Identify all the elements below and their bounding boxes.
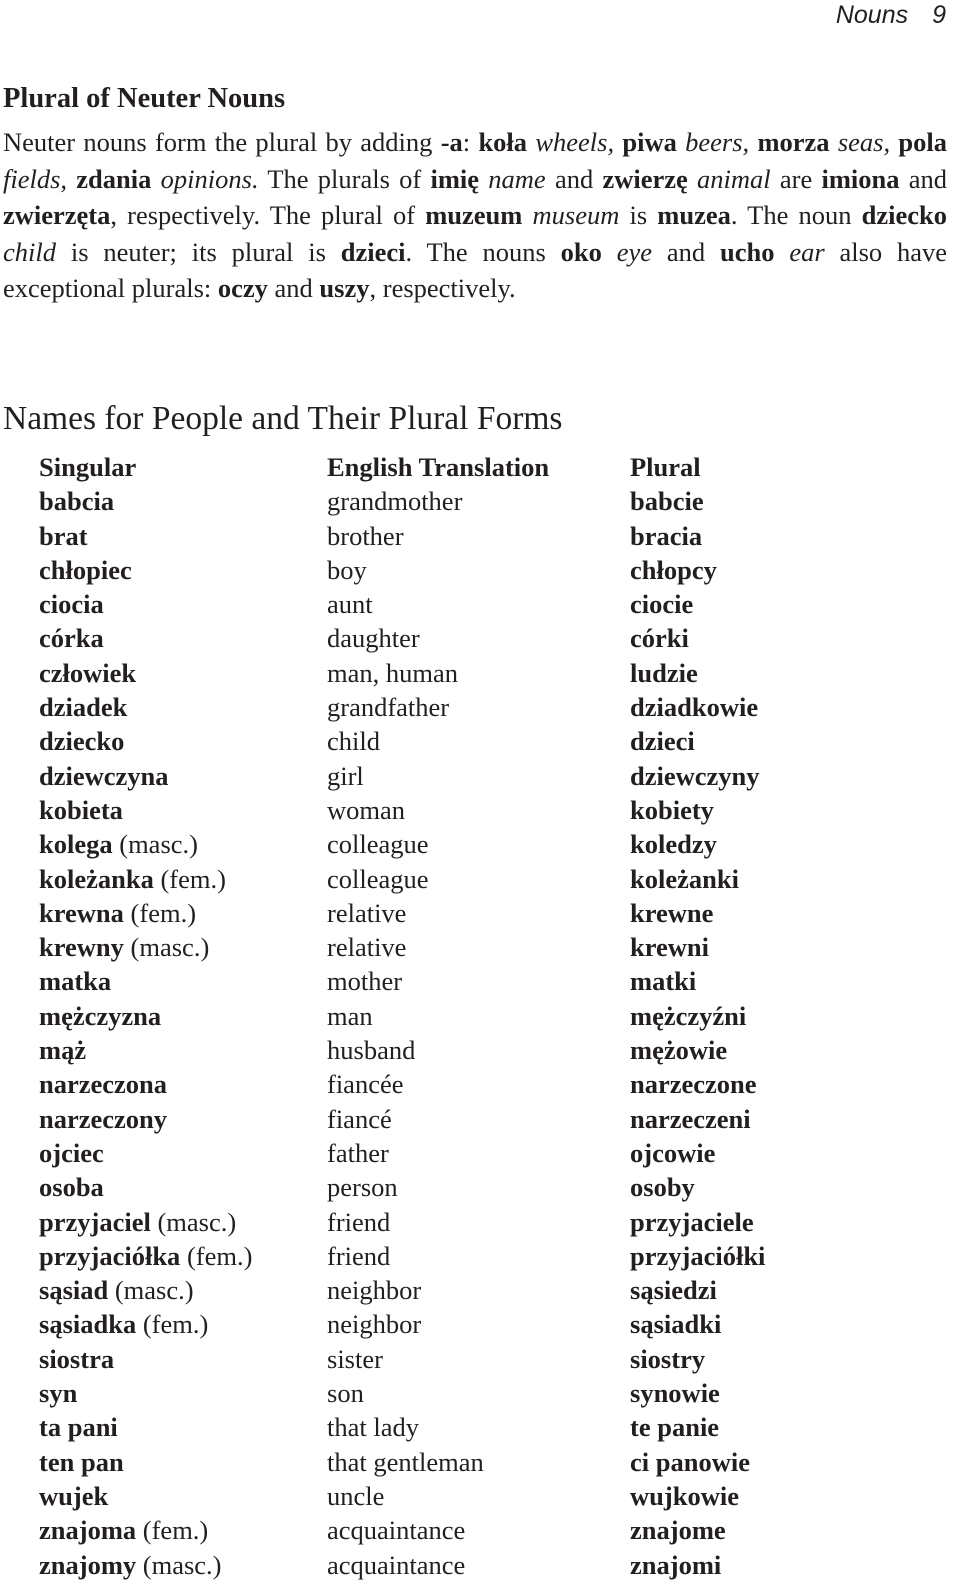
singular-word: dziecko: [39, 726, 125, 757]
table-row: [39, 862, 930, 896]
singular-word: mąż: [39, 1035, 87, 1066]
plural-cell: babcie: [630, 486, 704, 517]
singular-word: ta pani: [39, 1412, 118, 1443]
plural-cell: kobiety: [630, 794, 714, 825]
english-cell: grandfather: [327, 692, 450, 723]
plural-cell: ciocie: [630, 589, 694, 620]
singular-word: wujek: [39, 1480, 109, 1511]
gender-note: (fem.): [130, 897, 197, 928]
table-row: [39, 724, 930, 758]
running-head-section: Nouns: [835, 1, 909, 29]
singular-cell: [39, 1445, 327, 1479]
intro-text: . The noun: [730, 200, 862, 231]
table-row: [39, 896, 930, 930]
plural-cell: wujkowie: [630, 1480, 739, 1511]
singular-word: ciocia: [39, 589, 104, 620]
intro-text: and: [267, 273, 320, 304]
singular-cell: [39, 896, 327, 930]
term-polish: muzeum: [425, 200, 523, 231]
plural-cell: przyjaciele: [630, 1206, 754, 1237]
english-cell: acquaintance: [327, 1515, 466, 1546]
intro-text: are: [770, 163, 822, 194]
intro-text: [151, 164, 160, 194]
term-polish: ucho: [719, 236, 775, 267]
plural-cell: matki: [630, 966, 697, 997]
term-english: seas,: [837, 127, 891, 157]
intro-text: is: [619, 200, 658, 231]
intro-text: . The nouns: [405, 236, 561, 267]
singular-cell: [39, 1273, 327, 1307]
singular-word: kolega: [39, 829, 113, 860]
english-cell: sister: [327, 1343, 383, 1374]
term-polish: zdania: [76, 163, 152, 194]
term-polish: zwierzę: [602, 163, 688, 194]
singular-word: człowiek: [39, 657, 137, 688]
term-english: museum: [532, 200, 620, 231]
term-english: fields,: [3, 163, 68, 194]
singular-cell: [39, 1239, 327, 1273]
header-english: English Translation: [327, 452, 550, 482]
english-cell: father: [327, 1137, 389, 1168]
term-english: beers,: [685, 127, 750, 157]
intro-text: , respectively.: [369, 273, 516, 304]
plural-cell: ludzie: [630, 657, 698, 688]
term-polish: uszy: [319, 273, 370, 304]
term-polish: koła: [478, 127, 528, 157]
singular-cell: [39, 1410, 327, 1444]
table-row: [39, 1410, 930, 1444]
intro-text: [688, 164, 697, 194]
intro-text: :: [462, 127, 479, 157]
singular-word: ten pan: [39, 1446, 124, 1477]
plural-cell: siostry: [630, 1343, 706, 1374]
intro-text: and: [899, 163, 948, 194]
term-english: child: [3, 236, 56, 267]
singular-word: siostra: [39, 1343, 115, 1374]
singular-cell: [39, 1307, 327, 1341]
term-english: opinions.: [160, 163, 259, 194]
singular-cell: [39, 1342, 327, 1376]
singular-cell: [39, 1067, 327, 1101]
plural-cell: osoby: [630, 1172, 695, 1203]
gender-note: (masc.): [119, 829, 198, 860]
table-row: [39, 1067, 930, 1101]
english-cell: aunt: [327, 589, 373, 620]
singular-word: znajoma: [39, 1515, 137, 1546]
plural-cell: narzeczeni: [630, 1103, 751, 1134]
table-row: [39, 1445, 930, 1479]
english-cell: uncle: [327, 1480, 385, 1511]
singular-word: sąsiadka: [39, 1309, 137, 1340]
term-polish: oczy: [217, 273, 268, 304]
term-english: wheels,: [535, 127, 615, 157]
gender-note: (fem.): [186, 1240, 253, 1271]
table-row: [39, 759, 930, 793]
english-cell: colleague: [327, 829, 429, 860]
singular-word: koleżanka: [39, 863, 154, 894]
english-cell: woman: [327, 794, 406, 825]
english-cell: acquaintance: [327, 1549, 466, 1580]
singular-cell: [39, 1376, 327, 1410]
english-cell: relative: [327, 932, 407, 963]
singular-word: osoba: [39, 1172, 104, 1203]
gender-note: (fem.): [160, 863, 226, 894]
plural-cell: ci panowie: [630, 1446, 750, 1477]
singular-cell: [39, 1033, 327, 1067]
plural-cell: chłopcy: [630, 554, 717, 585]
singular-cell: [39, 793, 327, 827]
singular-word: narzeczony: [39, 1103, 168, 1134]
plural-cell: córki: [630, 623, 689, 654]
page-number: 9: [932, 1, 946, 29]
english-cell: brother: [327, 520, 404, 551]
singular-cell: [39, 484, 327, 518]
term-english: name: [488, 163, 546, 194]
intro-text: and: [545, 163, 603, 194]
term-polish: -a: [440, 127, 463, 157]
singular-cell: [39, 964, 327, 998]
singular-word: ojciec: [39, 1137, 104, 1168]
gender-note: (fem.): [142, 1515, 209, 1546]
table-row: [39, 930, 930, 964]
plural-cell: mężowie: [630, 1035, 728, 1066]
english-cell: colleague: [327, 863, 429, 894]
plural-cell: znajome: [630, 1515, 726, 1546]
term-polish: muzea: [657, 200, 731, 231]
table-title: Names for People and Their Plural Forms: [3, 400, 563, 437]
table-row: [39, 1033, 930, 1067]
singular-cell: [39, 724, 327, 758]
singular-cell: [39, 1205, 327, 1239]
table-row: [39, 690, 930, 724]
term-english: animal: [697, 163, 771, 194]
singular-cell: [39, 621, 327, 655]
singular-cell: [39, 1479, 327, 1513]
singular-cell: [39, 519, 327, 553]
intro-text: [67, 164, 76, 194]
table-row: [39, 484, 930, 518]
singular-cell: [39, 1513, 327, 1547]
table-header-row: [39, 450, 930, 484]
english-cell: daughter: [327, 623, 420, 654]
plural-cell: krewni: [630, 932, 710, 963]
singular-cell: [39, 1170, 327, 1204]
singular-word: krewny: [39, 932, 124, 963]
intro-text: [830, 127, 838, 157]
header-plural: Plural: [630, 452, 701, 482]
intro-text: is neuter; its plural is: [56, 236, 341, 267]
singular-word: przyjaciel: [39, 1206, 151, 1237]
english-cell: man: [327, 1000, 373, 1031]
term-polish: pola: [898, 127, 947, 157]
singular-word: sąsiad: [39, 1275, 109, 1306]
table-row: [39, 1479, 930, 1513]
term-polish: zwierzęta: [3, 200, 111, 231]
intro-text: and: [652, 236, 720, 267]
english-cell: boy: [327, 554, 367, 585]
english-cell: fiancé: [327, 1103, 392, 1134]
plural-cell: krewne: [630, 897, 714, 928]
table-row: [39, 1307, 930, 1341]
plural-cell: synowie: [630, 1378, 720, 1409]
english-cell: that gentleman: [327, 1446, 484, 1477]
plural-cell: dziadkowie: [630, 692, 759, 723]
singular-word: córka: [39, 623, 104, 654]
table-row: [39, 587, 930, 621]
table-row: [39, 1239, 930, 1273]
english-cell: neighbor: [327, 1309, 422, 1340]
plural-cell: koledzy: [630, 829, 717, 860]
singular-word: chłopiec: [39, 554, 132, 585]
singular-word: narzeczona: [39, 1069, 168, 1100]
plural-cell: ojcowie: [630, 1137, 716, 1168]
table-row: [39, 621, 930, 655]
singular-cell: [39, 587, 327, 621]
singular-word: brat: [39, 520, 88, 551]
intro-text: [677, 127, 685, 157]
english-cell: neighbor: [327, 1275, 422, 1306]
intro-text: [479, 164, 488, 194]
plural-cell: dzieci: [630, 726, 695, 757]
table-row: [39, 1102, 930, 1136]
intro-text: also have exceptional plurals:: [3, 236, 948, 304]
plural-cell: bracia: [630, 520, 703, 551]
table-row: [39, 1273, 930, 1307]
singular-word: syn: [39, 1378, 78, 1409]
english-cell: mother: [327, 966, 403, 997]
intro-text: [602, 237, 617, 267]
gender-note: (fem.): [142, 1309, 209, 1340]
intro-paragraph: [3, 124, 947, 307]
gender-note: (masc.): [157, 1206, 237, 1237]
singular-cell: [39, 656, 327, 690]
plural-cell: sąsiedzi: [630, 1275, 717, 1306]
table-row: [39, 827, 930, 861]
term-polish: piwa: [622, 127, 677, 157]
english-cell: girl: [327, 760, 364, 791]
singular-word: znajomy: [39, 1549, 137, 1580]
table-row: [39, 1136, 930, 1170]
term-polish: morza: [757, 127, 830, 157]
singular-cell: [39, 690, 327, 724]
term-polish: dzieci: [340, 236, 406, 267]
term-polish: imiona: [821, 163, 900, 194]
english-cell: husband: [327, 1035, 416, 1066]
intro-text: The plurals of: [258, 163, 431, 194]
table-row: [39, 1342, 930, 1376]
gender-note: (masc.): [142, 1549, 222, 1580]
english-cell: fiancée: [327, 1069, 404, 1100]
table-row: [39, 793, 930, 827]
gender-note: (masc.): [130, 932, 210, 963]
intro-text: Neuter nouns form the plural by adding: [3, 127, 441, 157]
plural-cell: sąsiadki: [630, 1309, 722, 1340]
singular-cell: [39, 1136, 327, 1170]
singular-word: dziewczyna: [39, 760, 169, 791]
english-cell: son: [327, 1378, 364, 1409]
singular-word: mężczyzna: [39, 1000, 162, 1031]
table-row: [39, 964, 930, 998]
english-cell: grandmother: [327, 486, 463, 517]
singular-word: matka: [39, 966, 112, 997]
english-cell: friend: [327, 1240, 391, 1271]
singular-cell: [39, 1548, 327, 1582]
singular-word: krewna: [39, 897, 124, 928]
english-cell: friend: [327, 1206, 391, 1237]
plural-cell: te panie: [630, 1412, 720, 1443]
section-title: Plural of Neuter Nouns: [3, 83, 286, 114]
term-english: eye: [616, 236, 653, 267]
english-cell: man, human: [327, 657, 458, 688]
plural-cell: dziewczyny: [630, 760, 760, 791]
english-cell: relative: [327, 897, 407, 928]
singular-word: przyjaciółka: [39, 1240, 181, 1271]
term-polish: dziecko: [861, 200, 947, 231]
term-polish: imię: [430, 163, 480, 194]
table-row: [39, 1548, 930, 1582]
singular-cell: [39, 930, 327, 964]
table-row: [39, 656, 930, 690]
singular-word: dziadek: [39, 692, 128, 723]
singular-cell: [39, 999, 327, 1033]
singular-cell: [39, 553, 327, 587]
english-cell: child: [327, 726, 380, 757]
singular-word: kobieta: [39, 794, 123, 825]
plural-cell: mężczyźni: [630, 1000, 747, 1031]
plural-cell: koleżanki: [630, 863, 739, 894]
running-head: [836, 0, 946, 34]
table-row: [39, 1170, 930, 1204]
table-row: [39, 1513, 930, 1547]
term-polish: oko: [560, 236, 602, 267]
intro-text: [522, 200, 532, 230]
header-singular: Singular: [39, 452, 137, 482]
singular-cell: [39, 827, 327, 861]
table-row: [39, 1205, 930, 1239]
plural-cell: znajomi: [630, 1549, 722, 1580]
plural-cell: narzeczone: [630, 1069, 757, 1100]
table-row: [39, 553, 930, 587]
intro-text: [774, 237, 789, 267]
plural-cell: przyjaciółki: [630, 1240, 766, 1271]
english-cell: person: [327, 1172, 398, 1203]
gender-note: (masc.): [114, 1275, 194, 1306]
singular-word: babcia: [39, 486, 115, 517]
term-english: ear: [789, 236, 825, 267]
english-cell: that lady: [327, 1412, 419, 1443]
singular-cell: [39, 1102, 327, 1136]
vocab-table: [39, 450, 930, 1582]
table-row: [39, 1376, 930, 1410]
table-row: [39, 519, 930, 553]
table-row: [39, 999, 930, 1033]
singular-cell: [39, 862, 327, 896]
intro-text: , respectively. The plural of: [110, 200, 426, 231]
singular-cell: [39, 759, 327, 793]
